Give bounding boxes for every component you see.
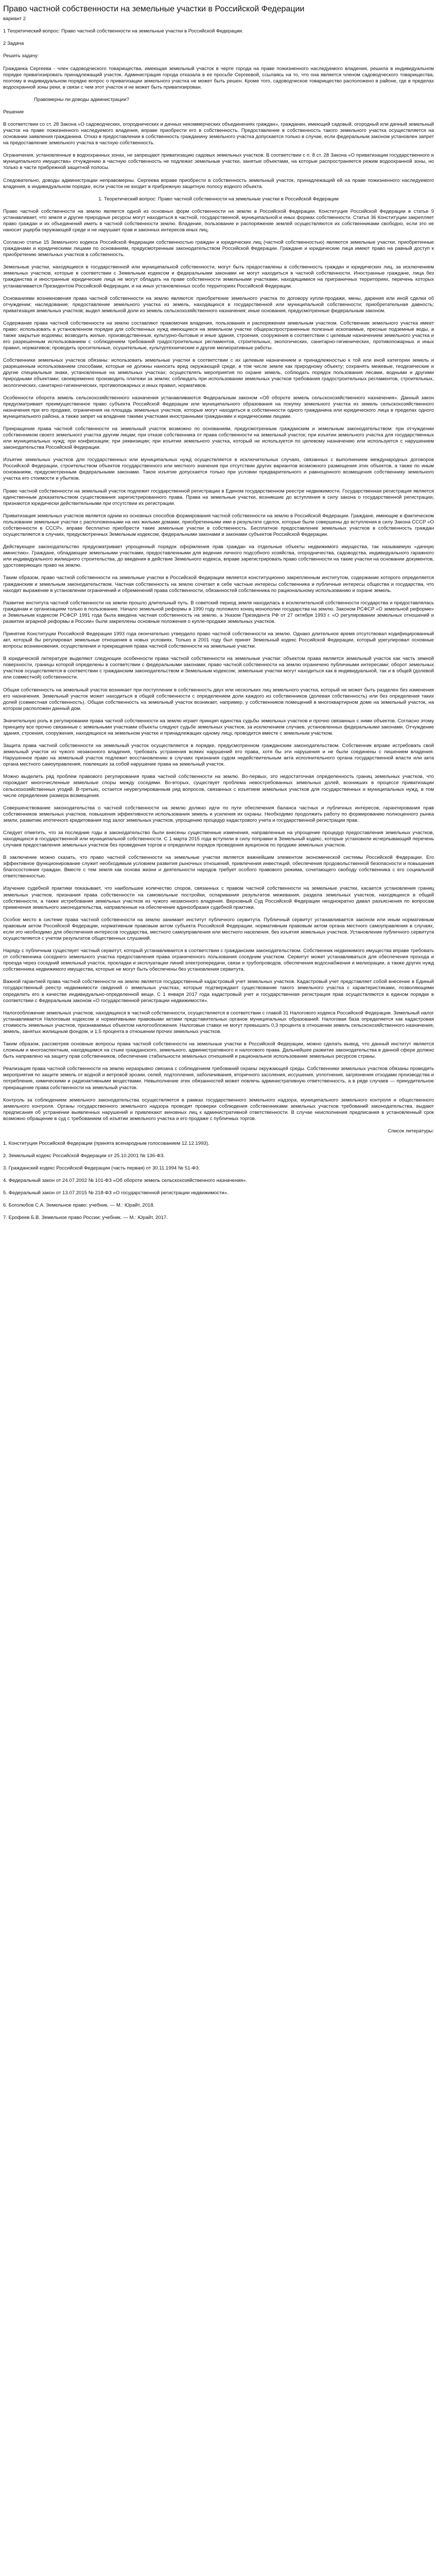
paragraph: Земельные участки, находящиеся в государственной или муниципальной собственности, могут быть предоставлены в собственность граждан и юридических лиц, за исключением земельных участков, которые в соответствии с Земельным кодексом и федеральными законами не могут находиться в частной собственности. Иностранные граждане, лица без гражданства и иностранные юридические лица не могут обладать на праве собственности земельными участками, находящимися на приграничных территориях, перечень которых устанавливается Президентом Российской Федерации, и на иных установленных особо территориях Российской Федерации. [3, 264, 434, 289]
paragraph: 5. Федеральный закон от 13.07.2015 № 218-ФЗ «О государственной регистрации недвижимости». [3, 1190, 229, 1196]
paragraph: Согласно статье 15 Земельного кодекса Российской Федерации собственностью граждан и юридических лиц (частной собственностью) являются земельные участки, приобретенные гражданами и юридическими лицами по основаниям, предусмотренным законодательством Российской Федерации. Граждане и юридические лица имеют право на равный доступ к приобретению земельных участков в собственность. [3, 240, 434, 258]
paragraph: Защита права частной собственности на земельный участок осуществляется в порядке, предусмотренном гражданским законодательством. Собственник вправе истребовать свой земельный участок из чужого незаконного владения, требовать устранения всяких нарушений его права, хотя бы эти нарушения и не были соединены с лишением владения. Нарушенное право на земельный участок подлежит восстановлению в случаях признания судом недействительным акта исполнительного органа государственной власти или акта органа местного самоуправления, повлекших за собой нарушение права на земельный участок. [3, 743, 434, 768]
paragraph: Принятие Конституции Российской Федерации 1993 года окончательно утвердило право частной собственности на землю. Однако длительное время отсутствовал кодифицированный акт, который бы регулировал земельные отношения в новых условиях. Только в 2001 году был принят Земельный кодекс Российской Федерации, который урегулировал основные вопросы возникновения, осуществления и прекращения права частной собственности на земельные участки. [3, 631, 434, 650]
paragraph: 2 Задача [3, 41, 24, 47]
paragraph: Особое место в системе права частной собственности на землю занимает институт публичного сервитута. Публичный сервитут устанавливается законом или иным нормативным правовым актом Российской Федерации, нормативным правовым актом субъекта Российской Федерации, нормативным правовым актом органа местного самоуправления в случаях, если это необходимо для обеспечения интересов государства, местного самоуправления или местного населения, без изъятия земельных участков. Установление публичного сервитута осуществляется с учетом результатов общественных слушаний. [3, 917, 434, 942]
document-body [3, 28, 434, 1221]
paragraph: Следовательно, доводы администрации неправомерны. Сергеева вправе приобрести в собственность земельный участок, принадлежащий ей на праве пожизненного наследуемого владения, в индивидуальном порядке, если участок не входит в прибрежную защитную полосу водного объекта. [3, 177, 434, 190]
paragraph: Значительную роль в регулировании права частной собственности на землю играет принцип единства судьбы земельных участков и прочно связанных с ними объектов. Согласно этому принципу все прочно связанные с земельными участками объекты следуют судьбе земельных участков, за исключением случаев, установленных федеральными законами. Отчуждение здания, строения, сооружения, находящихся на земельном участке и принадлежащих одному лицу, проводится вместе с земельным участком. [3, 718, 434, 736]
paragraph: Наряду с публичным существует частный сервитут, который устанавливается в соответствии с гражданским законодательством. Собственник недвижимого имущества вправе требовать от собственника соседнего земельного участка предоставления права ограниченного пользования соседним участком. Сервитут может устанавливаться для обеспечения прохода и проезда через соседний земельный участок, прокладки и эксплуатации линий электропередачи, связи и трубопроводов, обеспечения водоснабжения и мелиорации, а также других нужд собственника недвижимого имущества, которые не могут быть обеспечены без установления сервитута. [3, 948, 434, 973]
paragraph: Контроль за соблюдением земельного законодательства осуществляется в рамках государственного земельного надзора, муниципального земельного контроля и общественного земельного контроля. Органы государственного земельного надзора проводят проверки соблюдения собственниками земельных участков требований законодательства, выдают предписания об устранении выявленных нарушений и привлекают виновных лиц к административной ответственности. В случае неисполнения предписания в установленный срок возможно обращение в суд с требованием об изъятии земельного участка и его продаже с публичных торгов. [3, 1097, 434, 1122]
document-page [0, 0, 436, 1232]
paragraph: Можно выделить ряд проблем правового регулирования права частной собственности на землю. Во-первых, это недостаточная определенность границ земельных участков, что порождает многочисленные земельные споры между соседями. Во-вторых, существует проблема невостребованных земельных долей, возникших в процессе приватизации сельскохозяйственных угодий. В-третьих, остается неурегулированным ряд вопросов, связанных с изъятием земельных участков для государственных и муниципальных нужд, в том числе определение размера возмещения. [3, 774, 434, 799]
paragraph: 4. Федеральный закон от 24.07.2002 № 101-ФЗ «Об обороте земель сельскохозяйственного назначения». [3, 1178, 247, 1184]
paragraph: Ограничения, установленные в водоохранных зонах, не запрещают приватизацию садовых земельных участков. В соответствии с п. 8 ст. 28 Закона «О приватизации государственного и муниципального имущества» отчуждению в частную собственность не подлежат земельные участки, занятые объектами, на которые распространяется режим водоохранной зоны, но только в части прибрежной защитной полосы. [3, 152, 434, 171]
paragraph: Реализация права частной собственности на землю неразрывно связана с соблюдением требований охраны окружающей среды. Собственники земельных участков обязаны проводить мероприятия по защите земель от водной и ветровой эрозии, селей, подтопления, заболачивания, вторичного засоления, иссушения, уплотнения, загрязнения отходами производства и потребления, химическими и радиоактивными веществами. Невыполнение этих обязанностей может повлечь административную ответственность, а в ряде случаев — принудительное прекращение права собственности на земельный участок. [3, 1066, 434, 1091]
paragraph: 6. Боголюбов С.А. Земельное право: учебник. — М.: Юрайт, 2018. [3, 1202, 155, 1209]
paragraph: Прекращение права частной собственности на земельный участок возможно по основаниям, предусмотренным гражданским и земельным законодательством: при отчуждении собственником своего земельного участка другим лицам; при отказе собственника от права собственности на земельный участок; при изъятии земельного участка для государственных или муниципальных нужд; при конфискации; при реквизиции; при изъятии земельного участка, который не используется по целевому назначению или используется с нарушением законодательства Российской Федерации. [3, 426, 434, 451]
paragraph: В соответствии со ст. 28 Закона «О садоводческих, огороднических и дачных некоммерческих объединениях граждан», гражданин, имеющий садовый, огородный или дачный земельный участок на праве пожизненного наследуемого владения, вправе приобрести его в собственность. Предоставление в собственность такого земельного участка осуществляется на основании заявления гражданина. Отказ в предоставлении в собственность гражданину земельного участка допускается только в случае, если федеральным законом установлен запрет на предоставление земельного участка в частную собственность. [3, 121, 434, 146]
paragraph: Гражданка Сергеева - член садоводческого товарищества, имеющая земельный участок в черте города на праве пожизненного наследуемого владения, решила в индивидуальном порядке приватизировать принадлежащий участок. Администрация города отказала в ее просьбе Сергеевой, ссылаясь на то, что она является членом садоводческого товарищества, поэтому в индивидуальном порядке вопрос о приватизации земельного участка не может быть решен. Кроме того, садоводческое товарищество расположено в районе, где в пределах водоохранной зоны реки, в связи с чем этот участок и не может быть приватизирован. [3, 65, 434, 90]
paragraph: Таким образом, рассмотрев основные вопросы права частной собственности на земельные участки в Российской Федерации, можно сделать вывод, что данный институт является сложным и многоаспектным, находящимся на стыке гражданского, земельного, административного и налогового права. Дальнейшее развитие законодательства в данной сфере должно быть направлено на защиту прав собственников, обеспечение стабильности земельных отношений и рациональное использование земельных ресурсов страны. [3, 1041, 434, 1060]
paragraph: Налогообложение земельных участков, находящихся в частной собственности, осуществляется в соответствии с главой 31 Налогового кодекса Российской Федерации. Земельный налог устанавливается Налоговым кодексом и нормативными правовыми актами представительных органов муниципальных образований. Налоговая база определяется как кадастровая стоимость земельных участков, признаваемых объектом налогообложения. Налоговые ставки не могут превышать 0,3 процента в отношении земель сельскохозяйственного назначения, земель, занятых жилищным фондом, и 1,5 процента в отношении прочих земельных участков. [3, 1010, 434, 1035]
paragraph: Собственники земельных участков обязаны: использовать земельные участки в соответствии с их целевым назначением и принадлежностью к той или иной категории земель и разрешенным использованием способами, которые не должны наносить вред окружающей среде, в том числе земле как природному объекту; сохранять межевые, геодезические и другие специальные знаки, установленные на земельных участках; осуществлять мероприятия по охране земель, соблюдать порядок пользования лесами, водными и другими природными объектами; своевременно производить платежи за землю; соблюдать при использовании земельных участков требования градостроительных регламентов, строительных, экологических, санитарно-гигиенических, противопожарных и иных правил, нормативов. [3, 358, 434, 388]
paragraph: 7. Ерофеев Б.В. Земельное право России: учебник. — М.: Юрайт, 2017. [3, 1215, 168, 1221]
paragraph: В юридической литературе выделяют следующие особенности права частной собственности на земельные участки: объектом права является земельный участок как часть земной поверхности, границы которой определены в соответствии с федеральными законами; право частной собственности на землю ограничено публичными интересами; оборот земельных участков осуществляется в соответствии с гражданским законодательством и Земельным кодексом; земельные участки могут находиться как в индивидуальной, так и в общей (долевой или совместной) собственности. [3, 656, 434, 681]
paragraph: Совершенствование законодательства о частной собственности на землю должно идти по пути обеспечения баланса частных и публичных интересов, гарантирования прав собственников земельных участков, повышения эффективности использования земель и усиления их охраны. Необходимо продолжить работу по формированию полноценного рынка земли, развитию ипотечного кредитования под залог земельных участков, упрощению процедур кадастрового учета и государственной регистрации прав. [3, 805, 434, 823]
paragraph: Следует отметить, что за последние годы в законодательство были внесены существенные изменения, направленные на упрощение процедур предоставления земельных участков, находящихся в государственной или муниципальной собственности. С 1 марта 2015 года вступили в силу поправки в Земельный кодекс, которые установили исчерпывающий перечень случаев предоставления земельных участков без проведения торгов и определили порядок проведения аукционов по продаже земельных участков. [3, 829, 434, 849]
paragraph: Таким образом, право частной собственности на земельные участки в Российской Федерации является конституционно закрепленным институтом, содержание которого определяется гражданским и земельным законодательством. Частная собственность на землю сочетает в себе частные интересы собственника и публичные интересы общества и государства, что находит выражение в установлении ограничений и обременений права собственности, обязанностей собственника по рациональному использованию и охране земель. [3, 575, 434, 594]
paragraph: 1. Конституция Российской Федерации (принята всенародным голосованием 12.12.1993). [3, 1140, 210, 1146]
paragraph: Решение [3, 109, 24, 115]
paragraph: 1. Теоретический вопрос: Право частной собственности на земельные участки в Российской Федерации [98, 196, 339, 202]
paragraph: Действующее законодательство предусматривает упрощенный порядок оформления прав граждан на отдельные объекты недвижимого имущества, так называемую «дачную амнистию». Граждане, обладающие земельными участками, предоставленными для ведения личного подсобного хозяйства, огородничества, садоводства, индивидуального гаражного или индивидуального жилищного строительства, до введения в действие Земельного кодекса, вправе зарегистрировать право собственности на такие участки на основании документов, удостоверяющих право на землю. [3, 544, 434, 569]
paragraph: Право частной собственности на землю является одной из основных форм собственности на землю в Российской Федерации. Конституция Российской Федерации в статье 9 устанавливает, что земля и другие природные ресурсы могут находиться в частной, государственной, муниципальной и иных формах собственности. Статья 36 Конституции закрепляет право граждан и их объединений иметь в частной собственности землю. Владение, пользование и распоряжение землей осуществляются их собственниками свободно, если это не наносит ущерба окружающей среде и не нарушает прав и законных интересов иных лиц. [3, 208, 434, 233]
variant-label: вариант 2 [3, 16, 26, 22]
page-title: Право частной собственности на земельные участки в Российской Федерации [3, 5, 305, 13]
paragraph: Решить задачу: [3, 53, 39, 59]
paragraph: Приватизация земельных участков является одним из основных способов формирования частной собственности на землю в Российской Федерации. Граждане, имеющие в фактическом пользовании земельные участки с расположенными на них жилыми домами, приобретенными ими в результате сделок, которые были совершены до вступления в силу Закона СССР «О собственности в СССР», вправе бесплатно приобрести такие земельные участки в собственность. Бесплатное предоставление земельных участков в собственность граждан осуществляется в случаях, предусмотренных Земельным кодексом, федеральными законами и законами субъектов Российской Федерации. [3, 513, 434, 538]
paragraph: Изъятие земельных участков для государственных или муниципальных нужд осуществляется в исключительных случаях, связанных с выполнением международных договоров Российской Федерации, строительством объектов государственного или местного значения при отсутствии других вариантов возможного размещения этих объектов, а также по иным основаниям, предусмотренным федеральными законами. Такое изъятие допускается только при условии предварительного и равноценного возмещения собственнику земельного участка его стоимости и убытков. [3, 457, 434, 482]
paragraph: Особенности оборота земель сельскохозяйственного назначения устанавливаются Федеральным законом «Об обороте земель сельскохозяйственного назначения». Данный закон предусматривает преимущественное право субъекта Российской Федерации или муниципального образования на покупку земельного участка из земель сельскохозяйственного назначения при его продаже, ограничения на площадь земельных участков, которые могут находиться в собственности одного гражданина или юридического лица в пределах одного муниципального района, а также запрет на владение такими участками иностранными гражданами и юридическими лицами. [3, 395, 434, 419]
paragraph: 2. Земельный кодекс Российской Федерации от 25.10.2001 № 136-ФЗ. [3, 1153, 165, 1159]
paragraph: Содержание права частной собственности на землю составляют правомочия владения, пользования и распоряжения земельным участком. Собственник земельного участка имеет право: использовать в установленном порядке для собственных нужд имеющиеся на земельном участке общераспространенные полезные ископаемые, пресные подземные воды, а также закрытые водоемы; возводить жилые, производственные, культурно-бытовые и иные здания, строения, сооружения в соответствии с целевым назначением земельного участка и его разрешенным использованием с соблюдением требований градостроительных регламентов, строительных, экологических, санитарно-гигиенических, противопожарных и иных правил, нормативов; проводить оросительные, осушительные, культуртехнические и другие мелиоративные работы. [3, 320, 434, 351]
paragraph: Изучение судебной практики показывает, что наибольшее количество споров, связанных с правом частной собственности на земельные участки, касается установления границ земельных участков, признания права собственности на самовольные постройки, оспаривания результатов межевания, раздела земельных участков, находящихся в общей собственности, а также истребования земельных участков из чужого незаконного владения. Верховный Суд Российской Федерации неоднократно давал разъяснения по вопросам применения земельного законодательства, направленные на обеспечение единообразия судебной практики. [3, 886, 434, 910]
paragraph: 3. Гражданский кодекс Российской Федерации (часть первая) от 30.11.1994 № 51-ФЗ. [3, 1165, 200, 1172]
paragraph: В заключение можно сказать, что право частной собственности на земельные участки является важнейшим элементом экономической системы Российской Федерации. Его эффективное функционирование служит необходимым условием развития рыночных отношений, привлечения инвестиций, обеспечения продовольственной безопасности и повышения благосостояния граждан. Вместе с тем земля как основа жизни и деятельности народов требует особого правового режима, сочетающего свободу собственника с его социальной ответственностью. [3, 855, 434, 879]
paragraph: Развитие института частной собственности на землю прошло длительный путь. В советский период земля находилась в исключительной собственности государства и предоставлялась гражданам и организациям только в пользование. Начало земельной реформы в 1990 году положило конец монополии государства на землю. Законом РСФСР «О земельной реформе» и Земельным кодексом РСФСР 1991 года была введена частная собственность на землю, а Указом Президента РФ от 27 октября 1993 г. «О регулировании земельных отношений и развитии аграрной реформы в России» были закреплены основные положения о купле-продаже земельных участков. [3, 600, 434, 624]
paragraph: Право частной собственности на земельный участок подлежит государственной регистрации в Едином государственном реестре недвижимости. Государственная регистрация является единственным доказательством существования зарегистрированного права. Права на земельные участки, возникшие до вступления в силу закона о государственной регистрации, признаются юридически действительными при отсутствии их регистрации. [3, 488, 434, 506]
paragraph: Общая собственность на земельный участок возникает при поступлении в собственность двух или нескольких лиц земельного участка, который не может быть разделен без изменения его назначения. Земельный участок может находиться в общей собственности с определением доли каждого из собственников (долевая собственность) или без определения таких долей (совместная собственность). Общая собственность на земельный участок возникает, например, у собственников помещений в многоквартирном доме на земельный участок, на котором расположен данный дом. [3, 687, 434, 711]
paragraph: 1 Теоретический вопрос: Право частной собственности на земельные участки в Российской Федерации. [3, 28, 243, 35]
paragraph: Список литературы: [388, 1128, 434, 1134]
paragraph: Основаниями возникновения права частной собственности на землю являются: приобретение земельного участка по договору купли-продажи, мены, дарения или иной сделки об отчуждении; наследование; предоставление земельного участка из земель, находящихся в государственной или муниципальной собственности; приобретательная давность; приватизация земельных участков; выдел земельной доли из земель сельскохозяйственного назначения; иные основания, предусмотренные федеральным законом. [3, 295, 434, 314]
paragraph: Правомерны ли доводы администрации? [34, 96, 129, 103]
paragraph: Важной гарантией права частной собственности на землю является государственный кадастровый учет земельных участков. Кадастровый учет представляет собой внесение в Единый государственный реестр недвижимости сведений о земельных участках, которые подтверждают существование такого земельного участка с характеристиками, позволяющими определить его в качестве индивидуально-определенной вещи. С 1 января 2017 года кадастровый учет и государственная регистрация прав осуществляются в едином порядке в соответствии с Федеральным законом «О государственной регистрации недвижимости». [3, 979, 434, 1004]
